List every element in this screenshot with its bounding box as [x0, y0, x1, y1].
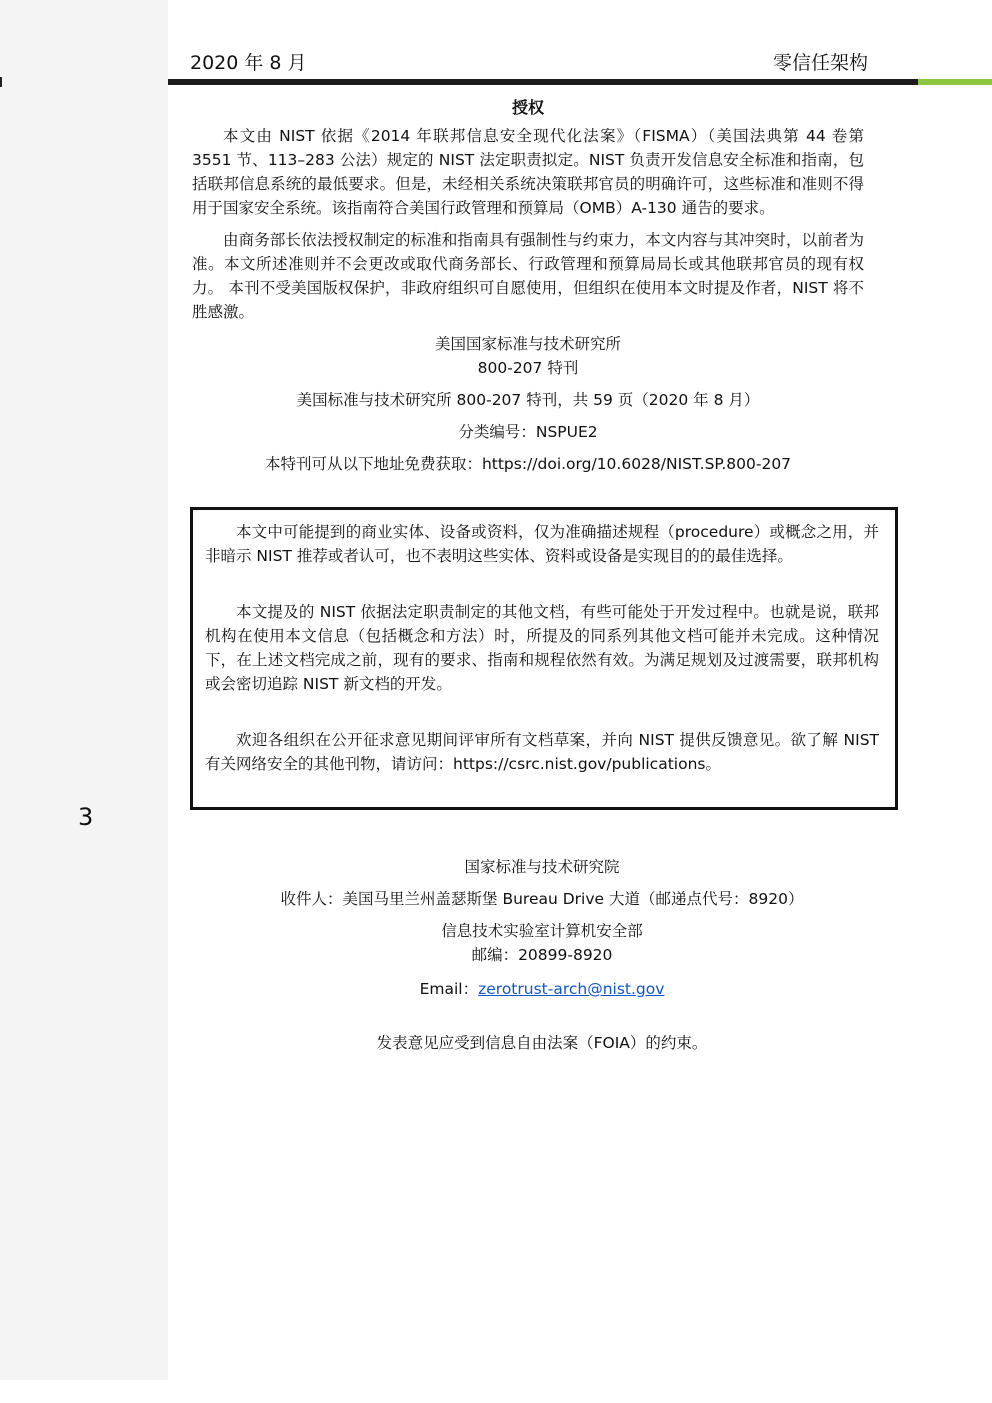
left-margin-strip: [0, 0, 168, 1380]
publication-institute: 美国国家标准与技术研究所: [434, 335, 621, 353]
publication-citation: 美国标准与技术研究所 800-207 特刊，共 59 页（2020 年 8 月）: [296, 391, 760, 409]
disclaimer-paragraph-2: 本文提及的 NIST 依据法定职责制定的其他文档，有些可能处于开发过程中。也就是说，联邦机构在使用本文信息（包括概念和方法）时，所提及的同系列其他文档可能并未完成。这种情况下，在上述文档完成之前，现有的要求、指南和规程依然有效。为满足规划及过渡需要，联邦机构或会密切追踪 NIST 新文档的开发。: [205, 603, 879, 693]
disclaimer-paragraph-3: 欢迎各组织在公开征求意见期间评审所有文档草案，并向 NIST 提供反馈意见。欲了解 NIST 有关网络安全的其他刊物，请访问：https://csrc.nist.gov/publications。: [205, 731, 879, 773]
address-org: 国家标准与技术研究院: [464, 858, 620, 876]
publication-availability: 本特刊可从以下地址免费获取：https://doi.org/10.6028/NIST.SP.800-207: [264, 455, 792, 473]
disclaimer-paragraph-1: 本文中可能提到的商业实体、设备或资料，仅为准确描述规程（procedure）或概念之用，并非暗示 NIST 推荐或者认可，也不表明这些实体、资料或设备是实现目的的最佳选择。: [205, 523, 879, 565]
section-title: 授权: [511, 98, 544, 117]
foia-notice: 发表意见应受到信息自由法案（FOIA）的约束。: [376, 1034, 708, 1052]
address-zip: 邮编：20899-8920: [471, 946, 613, 964]
address-email-line: [192, 977, 892, 1001]
header-date: 2020 年 8 月: [190, 52, 307, 74]
authority-paragraph-1: 本文由 NIST 依据《2014 年联邦信息安全现代化法案》（FISMA）（美国法典第 44 卷第 3551 节、113–283 公法）规定的 NIST 法定职责拟定。NIST 负责开发信息安全标准和指南，包括联邦信息系统的最低要求。但是，未经相关系统决策联邦官员的明确许可，这些标准和准则不得用于国家安全系统。该指南符合美国行政管理和预算局（OMB）A-130 通告的要求。: [192, 127, 864, 217]
header-title: 零信任架构: [772, 52, 868, 74]
email-link[interactable]: zerotrust-arch@nist.gov: [478, 980, 665, 998]
margin-tick: [0, 77, 2, 87]
disclaimer-box: [190, 507, 898, 810]
authority-section: [192, 96, 864, 476]
header-rule: [168, 79, 918, 85]
address-division: 信息技术实验室计算机安全部: [441, 922, 643, 940]
header-accent-rule: [918, 79, 992, 85]
page-number: 3: [78, 803, 94, 831]
publication-coden: 分类编号：NSPUE2: [458, 423, 598, 441]
address-recipient: 收件人：美国马里兰州盖瑟斯堡 Bureau Drive 大道（邮递点代号：8920）: [280, 890, 804, 908]
publication-series: 800-207 特刊: [477, 359, 579, 377]
email-label: Email：: [419, 980, 479, 998]
authority-paragraph-2: 由商务部长依法授权制定的标准和指南具有强制性与约束力，本文内容与其冲突时，以前者为准。本文所述准则并不会更改或取代商务部长、行政管理和预算局局长或其他联邦官员的现有权力。 本刊不受美国版权保护，非政府组织可自愿使用，但组织在使用本文时提及作者，NIST 将不胜感激。: [192, 231, 864, 321]
contact-address: [192, 855, 892, 1055]
